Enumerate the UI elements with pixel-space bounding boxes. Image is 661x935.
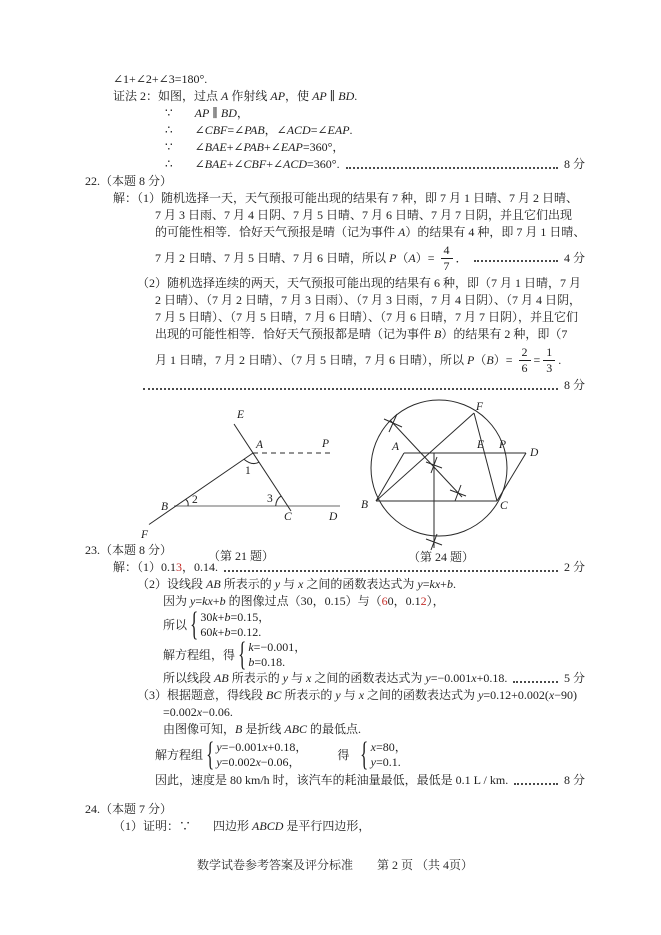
text-segment: +∠ xyxy=(263,140,281,154)
text-segment: B xyxy=(434,327,442,341)
text-segment: 之间的函数表达式为 xyxy=(303,577,418,591)
fig21-label-p: P xyxy=(322,438,330,450)
q23-header: 23.（本题 8 分） xyxy=(85,543,173,557)
q23-system3-mid-label: 得 xyxy=(337,747,350,762)
text-segment: 0，0.1 xyxy=(387,594,421,608)
text-segment: =0.18. xyxy=(254,655,286,669)
q23-system3 xyxy=(155,735,585,773)
q23-part3-line3 xyxy=(163,721,585,738)
text-segment: 出现的可能性相等．恰好天气预报都是晴（记为事件 xyxy=(155,327,435,341)
fig21-label-e: E xyxy=(237,409,245,421)
text-segment: P xyxy=(467,352,475,367)
text-segment: ∠1+∠2+∠3=180°. xyxy=(113,72,208,86)
text-segment: 6 xyxy=(381,594,388,608)
text-segment: 7 月 3 日雨、7 月 4 日阴、7 月 5 日晴、7 月 6 日晴、7 月 7 日阴，并且它们出现 xyxy=(155,208,573,222)
system-eq1 xyxy=(200,610,270,625)
text-segment: 是平行四边形， xyxy=(283,819,371,833)
text-segment: BD xyxy=(220,106,237,120)
fig24-circle xyxy=(371,400,507,536)
brace-icon: { xyxy=(206,735,215,773)
text-segment: y xyxy=(274,577,281,591)
text-segment: 因为 xyxy=(163,594,191,608)
text-segment: +0.18， xyxy=(267,740,308,754)
text-segment: =360°. xyxy=(307,157,340,171)
text-segment: AB xyxy=(206,577,221,591)
text-segment: （3）根据题意，得线段 xyxy=(137,688,267,702)
text-segment: b xyxy=(224,610,231,624)
q23-part1-text xyxy=(113,559,218,576)
brace-icon: { xyxy=(190,605,199,643)
fig21-label-f: F xyxy=(141,529,149,541)
text-segment: 与 xyxy=(280,577,299,591)
text-segment: x xyxy=(358,688,365,702)
text-segment: =0.1. xyxy=(376,755,401,769)
fig21-label-a: A xyxy=(256,439,264,451)
q22-part1-line1 xyxy=(113,190,585,207)
text-segment: x xyxy=(255,755,261,769)
text-segment: x xyxy=(196,705,203,719)
proof-line-angles-sum xyxy=(113,71,585,88)
text-segment: + xyxy=(217,610,225,624)
fig21-label-angle3: 3 xyxy=(267,493,273,505)
text-segment: +∠ xyxy=(226,140,244,154)
q24-block xyxy=(85,801,585,835)
text-segment: BAE xyxy=(204,140,227,154)
text-segment: A xyxy=(398,225,406,239)
text-segment: （ xyxy=(474,352,487,367)
score-badge: 2 分 xyxy=(563,560,585,574)
text-segment: y xyxy=(190,594,196,608)
fig21-caption: （第 21 题） xyxy=(207,549,275,563)
system-eq2 xyxy=(200,625,270,640)
fig21-label-c: C xyxy=(284,511,292,523)
text-segment: −90) xyxy=(554,688,578,702)
proof-conclusion-text xyxy=(165,156,340,173)
proof-line-method2 xyxy=(113,88,585,105)
text-segment: y xyxy=(370,755,376,769)
fig24-label-f: F xyxy=(476,401,484,413)
text-segment: ∠ xyxy=(194,157,205,171)
fig21-label-b: B xyxy=(161,501,169,513)
text-segment: PAB xyxy=(243,140,264,154)
text-segment: =0.002 xyxy=(221,755,256,769)
text-segment: ∴ xyxy=(165,123,173,137)
text-segment: AP xyxy=(194,106,210,120)
text-segment: 因此，速度是 80 km/h 时，该汽车的耗油量最低，最低是 0.1 L / km. xyxy=(155,773,509,787)
q22-part2-line4 xyxy=(155,326,585,343)
system-eq2 xyxy=(216,755,307,770)
brace-icon: { xyxy=(360,735,369,773)
text-segment: 解：（1）0.1 xyxy=(113,560,177,574)
text-segment: =−0.001 xyxy=(430,671,472,685)
text-segment: 2 xyxy=(420,594,427,608)
text-segment: y xyxy=(216,755,222,769)
text-segment: 与 xyxy=(340,688,359,702)
fig24-label-a: A xyxy=(392,441,400,453)
q22-part2-line3 xyxy=(155,309,585,326)
q22-header: 22.（本题 8 分） xyxy=(85,174,173,188)
q23-system2 xyxy=(163,635,585,673)
text-segment: . xyxy=(452,577,456,591)
text-segment: b xyxy=(219,594,226,608)
text-segment: 作射线 xyxy=(228,89,271,103)
q22-part2-result-period: . xyxy=(558,352,562,367)
text-segment: ∴ xyxy=(165,157,173,171)
text-segment: + xyxy=(440,577,447,591)
text-segment: 月 1 日晴，7 月 2 日晴）、（7 月 5 日晴，7 月 6 日晴），所以 xyxy=(155,352,468,367)
text-segment: 2 日晴）、（7 月 2 日晴，7 月 3 日雨）、（7 月 3 日雨，7 月 4 日阴）、（7 月 4 日阴， xyxy=(155,293,582,307)
text-segment: b xyxy=(248,655,255,669)
proof-line-because1 xyxy=(165,105,585,122)
fig21-label-angle1: 1 xyxy=(245,465,251,477)
text-segment: 30 xyxy=(200,610,213,624)
text-segment: 证法 2：如图，过点 xyxy=(113,89,222,103)
fig24-line-cd xyxy=(497,453,526,501)
text-segment: BD xyxy=(338,89,355,103)
text-segment: 四边形 xyxy=(213,819,253,833)
system-eq1 xyxy=(371,740,407,755)
proof-line-therefore1 xyxy=(165,122,585,139)
text-segment: AP xyxy=(270,89,286,103)
system-eq1 xyxy=(216,740,307,755)
q22-part1-line3 xyxy=(155,224,585,241)
text-segment: =360°， xyxy=(302,140,345,154)
fig24-line-ba xyxy=(376,453,404,501)
text-segment: = xyxy=(422,577,430,591)
text-segment: y xyxy=(478,688,484,702)
q24-proof-line1 xyxy=(113,818,585,835)
dot-leader xyxy=(474,260,558,262)
score-badge: 4 分 xyxy=(563,250,585,265)
text-segment: ∠ xyxy=(194,140,205,154)
q23-part3-line2 xyxy=(163,704,585,721)
text-segment: =0.15， xyxy=(230,610,271,624)
q23-final-conclusion-text xyxy=(155,772,508,789)
text-segment: ∵ xyxy=(165,140,173,154)
fig21-angle3-arc xyxy=(276,496,282,506)
text-segment: −0.06， xyxy=(260,755,301,769)
text-segment: ）的结果有 2 种，即（7 xyxy=(441,327,568,341)
system-eq2 xyxy=(248,655,306,670)
text-segment: B xyxy=(486,352,494,367)
q23-part2-conclusion xyxy=(163,670,585,687)
text-segment: A xyxy=(221,89,229,103)
text-segment: （2）随机选择连续的两天，天气预报可能出现的结果有 6 种，即（7 月 1 日晴，7 月 xyxy=(137,276,582,290)
fig24-label-p: P xyxy=(499,439,507,451)
text-segment: =−0.001， xyxy=(253,640,307,654)
system-eq1 xyxy=(248,640,306,655)
q22-part2-line1 xyxy=(137,275,585,292)
text-segment: 之间的函数表达式为 xyxy=(364,688,479,702)
text-segment: + xyxy=(212,594,220,608)
text-segment: +∠ xyxy=(226,157,244,171)
text-segment: =0.12. xyxy=(230,625,262,639)
text-segment: x xyxy=(471,671,477,685)
text-segment: x xyxy=(370,740,376,754)
equation-system xyxy=(203,735,308,773)
text-segment: CBF xyxy=(204,123,228,137)
text-segment: + xyxy=(217,625,225,639)
text-segment: ，使 xyxy=(285,89,313,103)
q23-part2-line2 xyxy=(163,593,585,610)
text-segment: A xyxy=(408,250,416,265)
q22-part1-result-period: ． xyxy=(455,250,468,265)
text-segment: BC xyxy=(266,688,282,702)
page-footer: 数学试卷参考答案及评分标准 第 2 页 （共 4页） xyxy=(196,858,473,872)
text-segment: 所表示的 xyxy=(281,688,336,702)
text-segment: =0.12+0.002( xyxy=(483,688,549,702)
system-eq2 xyxy=(371,755,407,770)
fig21-label-d: D xyxy=(329,511,338,523)
text-segment: 与 xyxy=(288,671,307,685)
q22-part2-result-text xyxy=(155,352,516,369)
text-segment: ACD xyxy=(286,123,311,137)
text-segment: CBF xyxy=(243,157,267,171)
q23-system1-label: 所以 xyxy=(163,617,188,632)
fig24-label-c: C xyxy=(500,500,508,512)
q22-part2-line2 xyxy=(155,292,585,309)
text-segment: ∥ xyxy=(326,89,339,103)
fig21-angle1-arc xyxy=(244,459,259,463)
q22-part1-result xyxy=(155,241,585,275)
text-segment: AP xyxy=(312,89,327,103)
q23-part2-line1 xyxy=(137,576,585,593)
brace-icon: { xyxy=(238,635,247,673)
fraction-denominator: 6 xyxy=(521,360,528,375)
text-segment: x xyxy=(262,740,268,754)
text-segment: ，0.14. xyxy=(182,560,219,574)
text-segment: 之间的函数表达式为 xyxy=(311,671,426,685)
text-segment: 解：（1）随机选择一天，天气预报可能出现的结果有 7 种，即 7 月 1 日晴、7 月 2 日晴、 xyxy=(113,191,579,205)
text-segment: PAB xyxy=(244,123,265,137)
text-segment: x xyxy=(306,671,312,685)
text-segment: b xyxy=(446,577,453,591)
fig21-label-angle2: 2 xyxy=(192,494,198,506)
fraction-numerator: 1 xyxy=(543,346,555,361)
text-segment: 7 月 5 日晴）、（7 月 5 日晴，7 月 6 日晴）、（7 月 6 日晴，7 月 7 日阴），并且它们 xyxy=(155,310,579,324)
text-segment: ，∠ xyxy=(264,123,287,137)
text-segment: 所表示的 xyxy=(228,671,283,685)
text-segment: ∥ xyxy=(209,106,221,120)
text-segment: =0.002 xyxy=(163,705,197,719)
text-segment: ABCD xyxy=(252,819,284,833)
text-segment: =∠ xyxy=(310,123,328,137)
text-segment: kx xyxy=(429,577,441,591)
q23-part3-line1 xyxy=(137,687,585,704)
fraction-1-3 xyxy=(543,346,555,375)
q23-part2-conclusion-text xyxy=(163,670,507,687)
text-segment: x xyxy=(298,577,304,591)
fraction-4-7 xyxy=(441,244,453,273)
text-segment: . xyxy=(354,89,358,103)
fraction-denominator: 7 xyxy=(443,258,450,273)
text-segment: （ xyxy=(396,250,409,265)
text-segment: 由图像可知， xyxy=(163,722,236,736)
score-badge: 8 分 xyxy=(563,773,585,787)
dot-leader xyxy=(514,783,558,785)
text-segment: y xyxy=(417,577,423,591)
q23-final-conclusion xyxy=(155,772,585,789)
text-segment: ）， xyxy=(426,594,445,608)
text-segment: b xyxy=(224,625,231,639)
text-segment: AB xyxy=(214,671,229,685)
text-segment: y xyxy=(282,671,289,685)
fraction-numerator: 2 xyxy=(519,346,531,361)
fig21-angle2-arc xyxy=(186,499,188,506)
text-segment: ∠ xyxy=(194,123,205,137)
text-segment: 所表示的 xyxy=(220,577,275,591)
q23-block xyxy=(85,542,585,789)
q23-system3-label: 解方程组 xyxy=(155,747,204,762)
text-segment: EAP xyxy=(280,140,303,154)
dot-leader xyxy=(513,681,558,683)
text-segment: =−0.001 xyxy=(221,740,263,754)
dot-leader xyxy=(346,167,558,169)
text-segment: 的可能性相等．恰好天气预报是晴（记为事件 xyxy=(155,225,399,239)
text-segment: （2）设线段 xyxy=(137,577,207,591)
equation-system xyxy=(357,735,407,773)
dot-leader xyxy=(143,388,558,390)
equals-sign: = xyxy=(533,352,541,367)
text-segment: EAP xyxy=(327,123,350,137)
text-segment: ∵ xyxy=(179,819,192,833)
text-segment: kx xyxy=(202,594,213,608)
q24-header: 24.（本题 7 分） xyxy=(85,802,173,816)
text-segment: ）的结果有 4 种，即 7 月 1 日晴、 xyxy=(405,225,586,239)
text-segment: 60 xyxy=(200,625,213,639)
text-segment: x xyxy=(548,688,555,702)
q23-system2-label: 解方程组，得 xyxy=(163,647,236,662)
text-segment: ， xyxy=(236,106,249,120)
text-segment: ACD xyxy=(283,157,308,171)
text-segment: y xyxy=(335,688,341,702)
fig24-label-e: E xyxy=(477,439,485,451)
text-segment: . xyxy=(349,123,353,137)
text-segment: =80， xyxy=(376,740,407,754)
text-segment: 3 xyxy=(176,560,183,574)
fig24-label-b: B xyxy=(361,499,369,511)
fig21-line-fa xyxy=(149,453,253,525)
text-segment: +0.18. xyxy=(476,671,508,685)
text-segment: 是折线 xyxy=(242,722,285,736)
figure-q24-circle xyxy=(348,396,548,568)
fig24-label-d: D xyxy=(530,447,539,459)
text-segment: 的最低点. xyxy=(307,722,362,736)
q22-part1-line2 xyxy=(155,207,585,224)
text-segment: =∠ xyxy=(227,123,245,137)
text-segment: = xyxy=(195,594,203,608)
text-segment: ）= xyxy=(493,352,516,367)
text-segment: k xyxy=(212,625,218,639)
proof-line-conclusion xyxy=(165,156,585,173)
text-segment: +∠ xyxy=(266,157,284,171)
fig21-line-ec xyxy=(234,424,291,511)
text-segment: ）= xyxy=(415,250,438,265)
q22-part2-result xyxy=(155,343,585,377)
score-badge: 8 分 xyxy=(563,378,585,392)
score-badge: 5 分 xyxy=(563,671,585,685)
proof-line-because2 xyxy=(165,139,585,156)
q22-score-line xyxy=(137,377,585,394)
text-segment: 7 月 2 日晴、7 月 5 日晴、7 月 6 日晴，所以 xyxy=(155,250,390,265)
text-segment: k xyxy=(248,640,254,654)
text-segment: ABC xyxy=(284,722,308,736)
text-segment: y xyxy=(216,740,222,754)
equation-system xyxy=(235,635,307,673)
text-segment: y xyxy=(425,671,431,685)
fig24-line-fc xyxy=(474,413,497,501)
q23-system1 xyxy=(163,605,585,643)
text-segment: （1）证明： xyxy=(113,819,180,833)
dot-leader xyxy=(224,570,558,572)
text-segment: −0.06. xyxy=(202,705,233,719)
text-segment: k xyxy=(212,610,218,624)
q22-part1-result-text xyxy=(155,250,438,267)
text-segment: 所以线段 xyxy=(163,671,215,685)
text-segment: BAE xyxy=(204,157,227,171)
fraction-2-6 xyxy=(519,346,531,375)
score-badge: 8 分 xyxy=(563,157,585,171)
equation-system xyxy=(187,605,271,643)
fraction-denominator: 3 xyxy=(546,360,553,375)
text-segment: ∵ xyxy=(165,106,173,120)
fraction-numerator: 4 xyxy=(441,244,453,259)
text-segment: P xyxy=(389,250,397,265)
text-segment: B xyxy=(235,722,243,736)
fig24-caption: （第 24 题） xyxy=(407,550,475,564)
text-segment: 的图像过点（30，0.15）与（ xyxy=(225,594,382,608)
figures-row xyxy=(108,396,585,568)
